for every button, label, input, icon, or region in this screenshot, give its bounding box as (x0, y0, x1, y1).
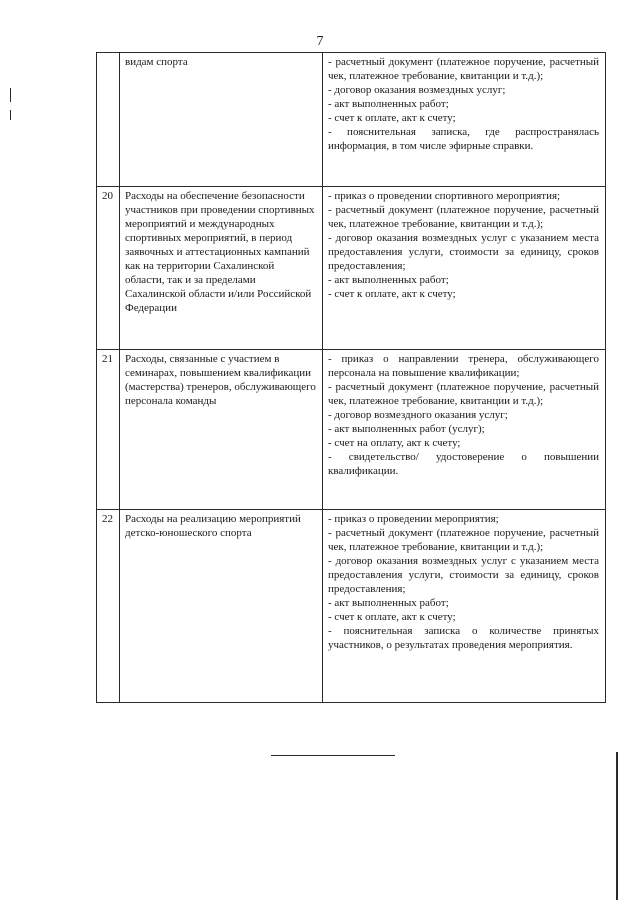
document-item: - договор оказания возмездных услуг с указанием места предоставления услуги, стоимости за единицу, сроков предоставления; (328, 232, 599, 272)
footer-rule (271, 755, 395, 756)
expense-documents-table (96, 52, 606, 703)
document-item: - расчетный документ (платежное поручение, расчетный чек, платежное требование, квитанции и т.д.); (328, 204, 599, 230)
table-row (97, 187, 606, 350)
required-documents-cell (323, 350, 606, 510)
document-item: - договор оказания возмездных услуг с указанием места предоставления услуги, стоимости за единицу, сроков предоставления; (328, 555, 599, 595)
expense-description-cell: Расходы на обеспечение безопасности участников при проведении спортивных мероприятий и международных спортивных мероприятий, в период заявочных и аттестационных кампаний как на территории Сахалинской области, так и за пределами Сахалинской области и/или Российской Федерации (120, 187, 323, 350)
document-item: - акт выполненных работ (услуг); (328, 423, 485, 435)
table-row (97, 510, 606, 703)
document-item: - счет к оплате, акт к счету; (328, 112, 456, 124)
document-item: - акт выполненных работ; (328, 597, 449, 609)
document-item: - пояснительная записка, где распространялась информация, в том числе эфирные справки. (328, 126, 599, 152)
document-item: - приказ о направлении тренера, обслуживающего персонала на повышение квалификации; (328, 353, 599, 379)
document-item: - приказ о проведении спортивного мероприятия; (328, 190, 561, 202)
row-number-cell: 20 (97, 187, 120, 350)
table-body (97, 53, 606, 703)
document-item: - акт выполненных работ; (328, 98, 449, 110)
expense-description-cell: видам спорта (120, 53, 323, 187)
scan-artifact-mark (616, 752, 618, 900)
required-documents-cell (323, 187, 606, 350)
page-number: 7 (316, 34, 324, 49)
expense-description-cell: Расходы, связанные с участием в семинарах, повышением квалификации (мастерства) тренеров, обслуживающего персонала команды (120, 350, 323, 510)
scan-artifact-mark (10, 88, 11, 102)
required-documents-cell (323, 510, 606, 703)
document-item: - приказ о проведении мероприятия; (328, 513, 499, 525)
table-row (97, 53, 606, 187)
row-number-cell: 21 (97, 350, 120, 510)
table-row (97, 350, 606, 510)
document-item: - свидетельство/ удостоверение о повышении квалификации. (328, 451, 599, 477)
expense-description-cell: Расходы на реализацию мероприятий детско-юношеского спорта (120, 510, 323, 703)
scan-artifact-mark (10, 110, 11, 120)
document-item: - договор возмездного оказания услуг; (328, 409, 508, 421)
document-item: - расчетный документ (платежное поручение, расчетный чек, платежное требование, квитанции и т.д.); (328, 527, 599, 553)
row-number-cell: 22 (97, 510, 120, 703)
document-item: - счет на оплату, акт к счету; (328, 437, 461, 449)
document-item: - договор оказания возмездных услуг; (328, 84, 506, 96)
required-documents-cell (323, 53, 606, 187)
document-item: - пояснительная записка о количестве принятых участников, о результатах проведения мероприятия. (328, 625, 599, 651)
document-item: - счет к оплате, акт к счету; (328, 611, 456, 623)
document-item: - счет к оплате, акт к счету; (328, 288, 456, 300)
document-item: - акт выполненных работ; (328, 274, 449, 286)
document-item: - расчетный документ (платежное поручение, расчетный чек, платежное требование, квитанции и т.д.); (328, 381, 599, 407)
document-item: - расчетный документ (платежное поручение, расчетный чек, платежное требование, квитанции и т.д.); (328, 56, 599, 82)
row-number-cell (97, 53, 120, 187)
